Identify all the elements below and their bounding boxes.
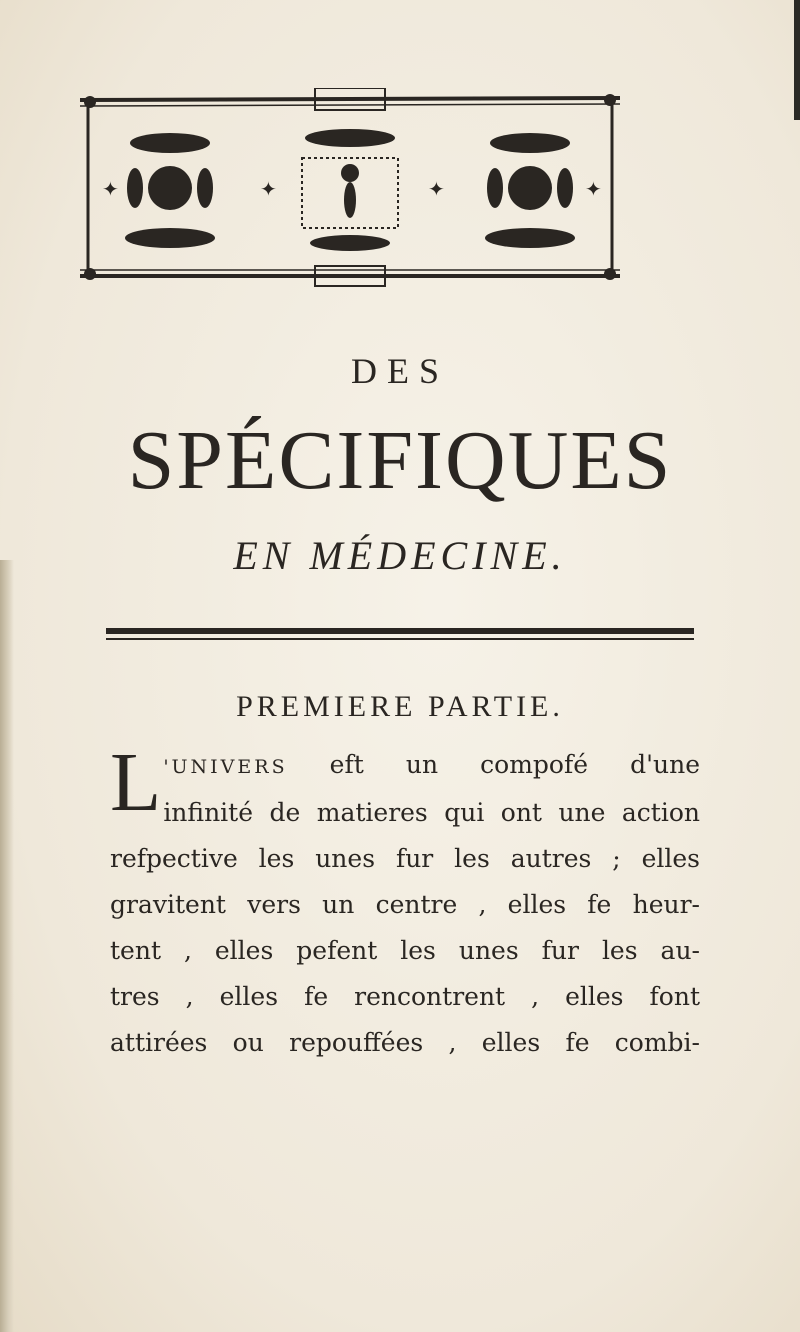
page-title: SPÉCIFIQUES [127,414,673,507]
body-line: attirées ou repouffées , elles fe combi- [110,1028,700,1057]
floral-headpiece-ornament-icon [80,88,620,288]
svg-text:✦: ✦ [260,177,277,201]
body-line-1-rest: eft un compofé d'une [287,750,700,779]
page-edge-shadow [0,560,14,1332]
body-line: refpective les unes fur les autres ; elles [110,844,700,873]
page-subtitle: EN MÉDECINE. [233,533,567,578]
page-edge-dark [794,0,800,120]
body-line: gravitent vers un centre , elles fe heur- [110,890,700,919]
first-word-smallcaps: 'UNIVERS [163,756,288,778]
section-title: PREMIERE PARTIE. [236,690,564,723]
svg-text:✦: ✦ [428,177,445,201]
body-line: tent , elles pefent les unes fur les au- [110,936,700,965]
svg-text:✦: ✦ [585,177,602,201]
drop-cap: L [110,736,162,829]
title-prefix: DES [350,351,449,391]
svg-text:✦: ✦ [102,177,119,201]
body-line: tres , elles fe rencontrent , elles font [110,982,700,1011]
double-rule-divider-icon [106,628,694,642]
body-paragraph [110,736,700,1066]
body-line: infinité de matieres qui ont une action [163,798,700,827]
body-line [110,742,700,790]
